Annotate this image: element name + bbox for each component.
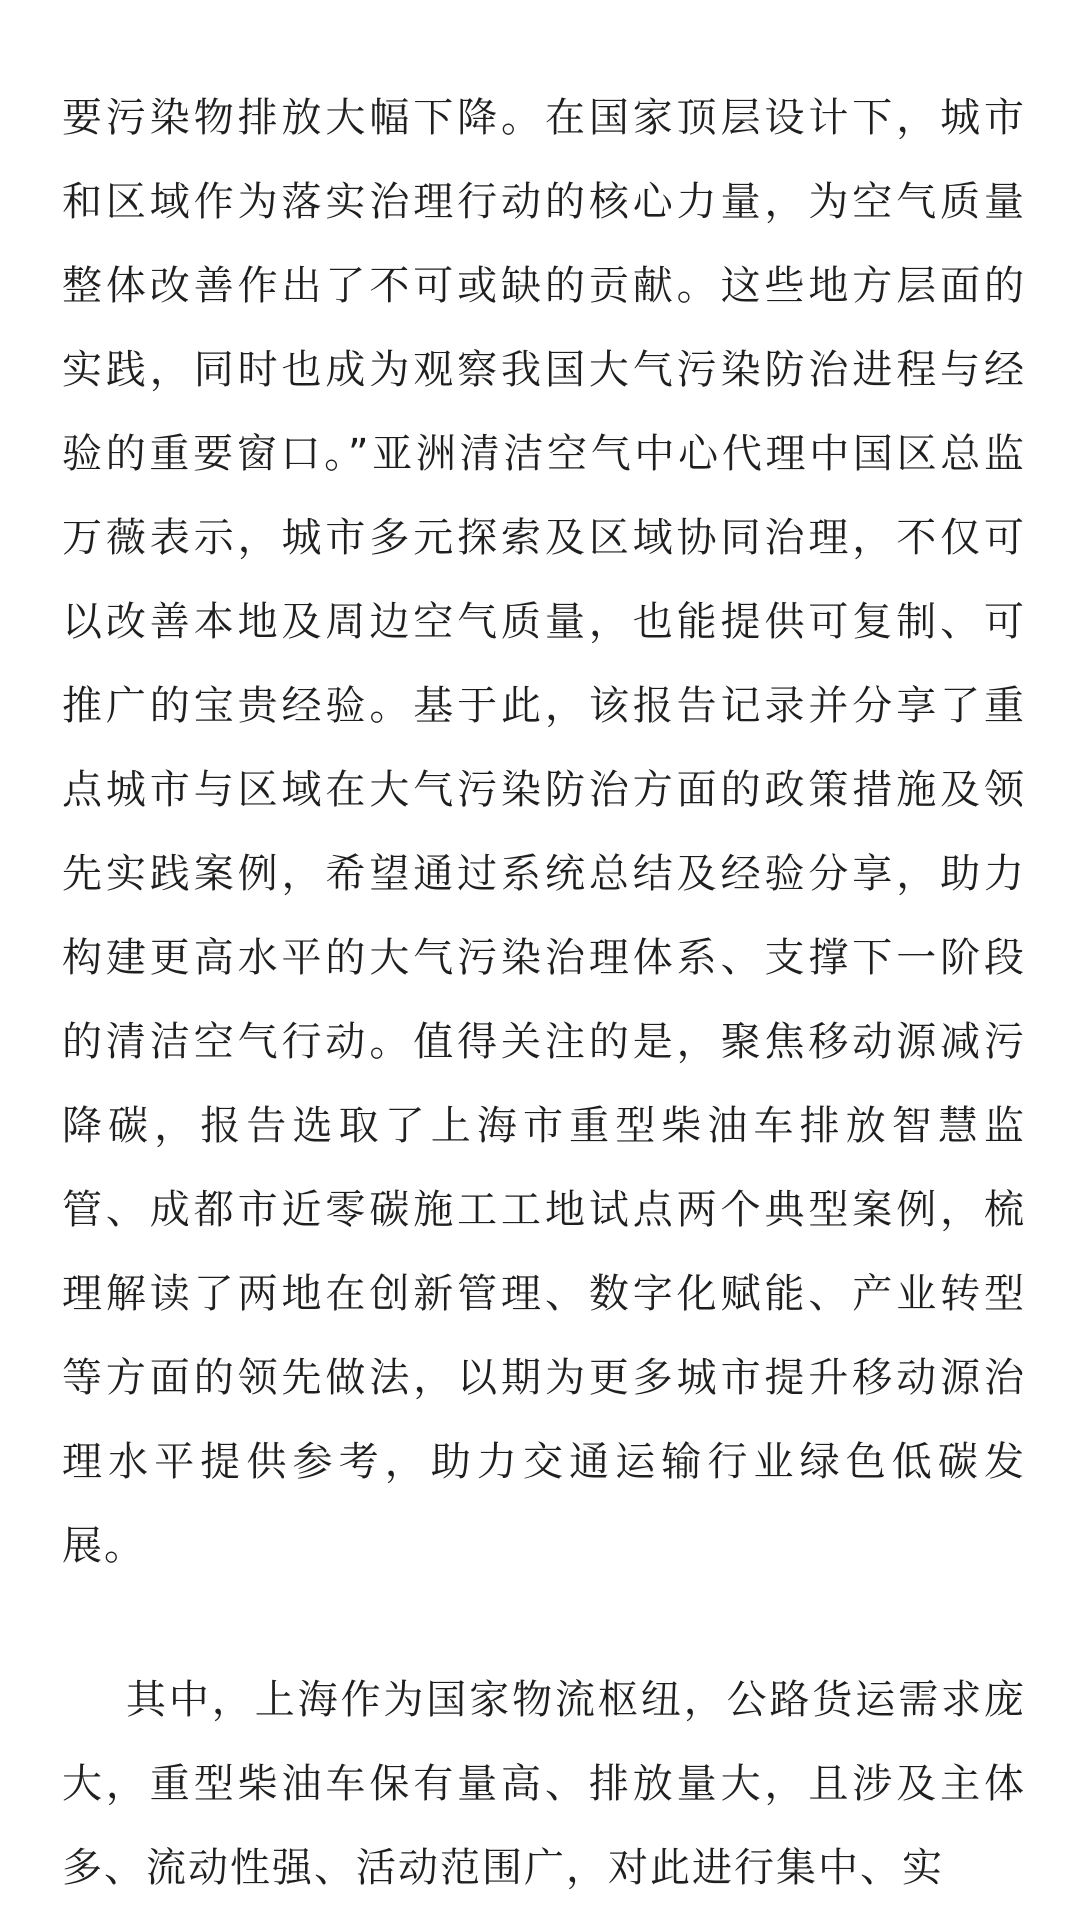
paragraph-spacer (62, 1588, 1026, 1658)
article-paragraph-2: 其中，上海作为国家物流枢纽，公路货运需求庞大，重型柴油车保有量高、排放量大，且涉及主体多、流动性强、活动范围广，对此进行集中、实 (62, 1677, 1026, 1891)
article-paragraph-1: 要污染物排放大幅下降。在国家顶层设计下，城市和区域作为落实治理行动的核心力量，为空气质量整体改善作出了不可或缺的贡献。这些地方层面的实践，同时也成为观察我国大气污染防治进程与经验的重要窗口。”亚洲清洁空气中心代理中国区总监万薇表示，城市多元探索及区域协同治理，不仅可以改善本地及周边空气质量，也能提供可复制、可推广的宝贵经验。基于此，该报告记录并分享了重点城市与区域在大气污染防治方面的政策措施及领先实践案例，希望通过系统总结及经验分享，助力构建更高水平的大气污染治理体系、支撑下一阶段的清洁空气行动。值得关注的是，聚焦移动源减污降碳，报告选取了上海市重型柴油车排放智慧监管、成都市近零碳施工工地试点两个典型案例，梳理解读了两地在创新管理、数字化赋能、产业转型等方面的领先做法，以期为更多城市提升移动源治理水平提供参考，助力交通运输行业绿色低碳发展。 (62, 95, 1026, 1569)
article-body (62, 76, 1026, 1910)
